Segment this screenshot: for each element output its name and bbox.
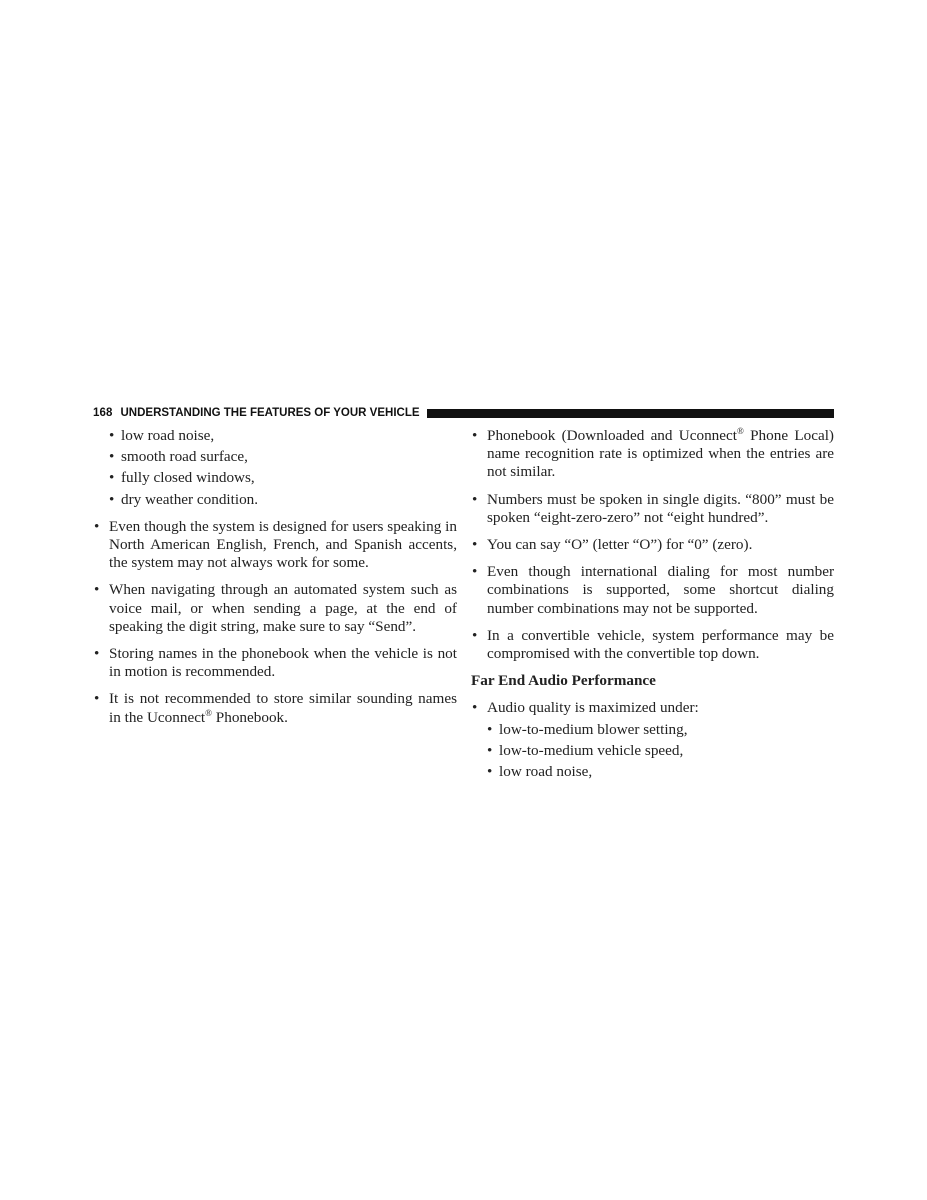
sub-item-text: smooth road surface, [121, 448, 248, 466]
list-item [471, 627, 834, 663]
page-header [93, 405, 834, 421]
bullet-icon: • [472, 536, 478, 554]
sub-item-text: low road noise, [499, 763, 593, 781]
list-item-text: Audio quality is maximized under: [487, 699, 699, 717]
right-column [471, 427, 834, 790]
list-item [471, 699, 834, 717]
sub-item-text: low-to-medium vehicle speed, [499, 741, 684, 759]
bullet-icon: • [109, 469, 115, 487]
list-item [471, 427, 834, 482]
bullet-icon: • [94, 581, 100, 599]
list-item-text: You can say “O” (letter “O”) for “0” (zero). [487, 536, 753, 554]
bullet-icon: • [472, 490, 478, 508]
sub-item-text: fully closed windows, [121, 469, 255, 487]
list-item [93, 581, 457, 636]
list-item [93, 690, 457, 726]
section-title: UNDERSTANDING THE FEATURES OF YOUR VEHICLE [120, 407, 420, 419]
bullet-icon: • [487, 763, 493, 781]
list-item-text [109, 690, 457, 725]
sub-item-text: dry weather condition. [121, 490, 259, 508]
list-item-text: Storing names in the phonebook when the vehicle is not in motion is recommended. [109, 645, 457, 681]
sub-item-text: low road noise, [121, 427, 215, 444]
bullet-icon: • [94, 645, 100, 663]
section-subheading: Far End Audio Performance [471, 672, 656, 690]
list-item [93, 645, 457, 681]
list-item-text: Even though the system is designed for users speaking in North American English, French, and Spanish accents, the system may not always work for some. [109, 517, 457, 572]
text-fragment: Phonebook. [212, 708, 288, 726]
sub-list-item [471, 763, 834, 781]
bullet-icon: • [109, 448, 115, 466]
sub-list-item [471, 721, 834, 739]
registered-mark: ® [736, 426, 744, 436]
list-item-text [487, 427, 834, 480]
bullet-icon: • [487, 720, 493, 738]
bullet-icon: • [109, 490, 115, 508]
registered-mark: ® [205, 707, 212, 718]
sub-list-item [93, 448, 457, 466]
text-fragment: It is not recommended to store similar sounding names in the Uconnect [109, 690, 457, 726]
bullet-icon: • [94, 690, 100, 708]
page-number: 168 [93, 407, 113, 419]
list-item [471, 491, 834, 527]
sub-item-text: low-to-medium blower setting, [499, 720, 688, 738]
list-item [471, 536, 834, 554]
bullet-icon: • [487, 741, 493, 759]
bullet-icon: • [94, 517, 100, 535]
list-item-text: Even though international dialing for most number combinations is supported, some shortcut dialing number combinations may not be supported. [487, 563, 834, 617]
list-item-text: In a convertible vehicle, system performance may be compromised with the convertible top down. [487, 626, 834, 663]
list-item-text: When navigating through an automated system such as voice mail, or when sending a page, at the end of speaking the digit string, make sure to say “Send”. [109, 581, 457, 635]
conditions-sub-list [93, 427, 457, 509]
bullet-icon: • [472, 626, 478, 644]
text-fragment: Phonebook (Downloaded and Uconnect [487, 427, 737, 444]
bullet-icon: • [472, 699, 478, 717]
sub-list-item [93, 427, 457, 445]
header-rule [427, 409, 834, 418]
text-fragment: Phone Local) name recognition rate is optimized when the entries are not similar. [487, 427, 834, 481]
left-column [93, 427, 457, 736]
list-item [471, 563, 834, 618]
bullet-icon: • [109, 427, 115, 444]
sub-list-item [93, 491, 457, 509]
list-item [93, 518, 457, 573]
list-item-text: Numbers must be spoken in single digits. “800” must be spoken “eight-zero-zero” not “eight hundred”. [487, 490, 834, 526]
sub-list-item [93, 469, 457, 487]
audio-sub-list [471, 721, 834, 782]
bullet-icon: • [472, 427, 478, 444]
sub-list-item [471, 742, 834, 760]
bullet-icon: • [472, 563, 478, 581]
